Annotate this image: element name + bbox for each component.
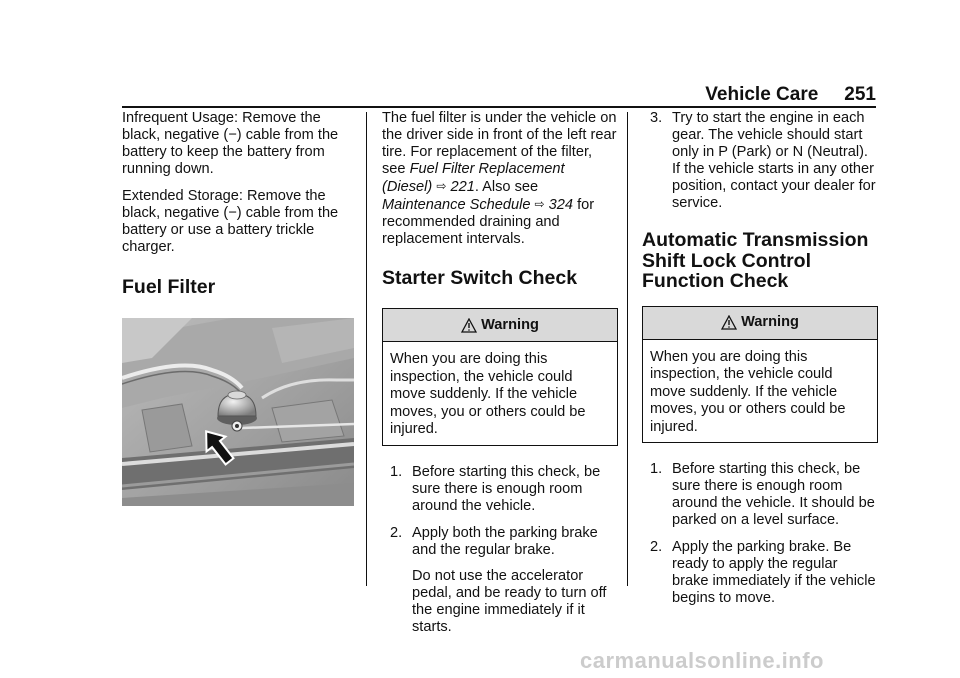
warning-triangle-icon bbox=[721, 315, 737, 330]
step-text: Before starting this check, be sure there is enough room around the vehicle. It should be parked on a level surface. bbox=[672, 461, 875, 528]
warning-body: When you are doing this inspection, the vehicle could move suddenly. If the vehicle moves, you or others could be injured. bbox=[390, 351, 586, 437]
shift-lock-heading bbox=[642, 230, 878, 292]
column-1 bbox=[122, 110, 350, 506]
reference-fuel-filter-replacement[interactable]: Fuel Filter Replacement (Diesel) bbox=[382, 161, 565, 195]
column-divider-1 bbox=[366, 112, 367, 586]
warning-box bbox=[382, 308, 618, 446]
starter-switch-check-heading: Starter Switch Check bbox=[382, 267, 578, 289]
shift-lock-steps bbox=[642, 461, 878, 607]
fuel-filter-text-mid: . Also see bbox=[474, 179, 539, 195]
step-number: 2. bbox=[650, 539, 663, 555]
step-subtext: Do not use the accelerator pedal, and be ready to turn off the engine immediately if it starts. bbox=[412, 567, 607, 635]
list-item bbox=[642, 110, 878, 212]
infrequent-usage-paragraph: Infrequent Usage: Remove the black, negative (−) cable from the battery to keep the battery from running down. bbox=[122, 110, 339, 177]
reference-page-324[interactable]: 324 bbox=[548, 197, 574, 213]
page-ref-arrow-icon: ⇨ bbox=[436, 179, 447, 193]
list-item bbox=[642, 539, 878, 607]
heading-line: Function Check bbox=[642, 270, 789, 292]
list-item bbox=[382, 464, 618, 515]
list-item bbox=[642, 461, 878, 529]
fuel-filter-heading: Fuel Filter bbox=[122, 276, 216, 298]
reference-page-221[interactable]: 221 bbox=[450, 179, 475, 195]
starter-check-steps bbox=[382, 464, 618, 636]
list-item bbox=[382, 525, 618, 636]
warning-triangle-icon bbox=[461, 318, 477, 333]
step-number: 1. bbox=[390, 463, 403, 480]
page-number: 251 bbox=[844, 84, 876, 105]
column-divider-2 bbox=[627, 112, 628, 586]
page-ref-arrow-icon: ⇨ bbox=[534, 197, 545, 211]
extended-storage-paragraph: Extended Storage: Remove the black, negative (−) cable from the battery or use a battery trickle charger. bbox=[122, 188, 339, 255]
step-number: 2. bbox=[390, 524, 403, 541]
step-text: Apply the parking brake. Be ready to apply the regular brake immediately if the vehicle begins to move. bbox=[672, 539, 876, 606]
fuel-filter-figure bbox=[122, 318, 354, 506]
step-text: Try to start the engine in each gear. The vehicle should start only in P (Park) or N (Neutral). If the vehicle starts in any other position, contact your dealer for service. bbox=[672, 110, 876, 211]
fuel-filter-text-lead: The fuel filter is under the vehicle on the driver side in front of the left rear tire. For replacement of the filter, see bbox=[382, 110, 617, 177]
step-text: Before starting this check, be sure there is enough room around the vehicle. bbox=[412, 463, 601, 514]
step-number: 3. bbox=[650, 110, 663, 126]
heading-line: Shift Lock Control bbox=[642, 249, 811, 272]
warning-header bbox=[383, 309, 617, 342]
warning-box bbox=[642, 306, 878, 444]
watermark: carmanualsonline.info bbox=[580, 648, 824, 673]
page-header bbox=[122, 83, 876, 107]
starter-check-steps-continued bbox=[642, 110, 878, 212]
warning-body: When you are doing this inspection, the vehicle could move suddenly. If the vehicle moves, you or others could be injured. bbox=[650, 348, 846, 435]
warning-header bbox=[643, 307, 877, 340]
fuel-filter-paragraph bbox=[382, 110, 618, 248]
heading-line: Automatic Transmission bbox=[642, 229, 869, 251]
column-3 bbox=[642, 110, 878, 617]
step-number: 1. bbox=[650, 461, 663, 477]
warning-title: Warning bbox=[481, 316, 539, 333]
column-2 bbox=[382, 110, 618, 646]
header-rule bbox=[122, 106, 876, 108]
fuel-filter-text-tail: for recommended draining and replacement intervals. bbox=[382, 197, 595, 247]
step-text: Apply both the parking brake and the regular brake. bbox=[412, 524, 598, 558]
section-title: Vehicle Care bbox=[705, 84, 819, 105]
warning-title: Warning bbox=[741, 314, 799, 330]
reference-maintenance-schedule[interactable]: Maintenance Schedule bbox=[382, 197, 531, 213]
